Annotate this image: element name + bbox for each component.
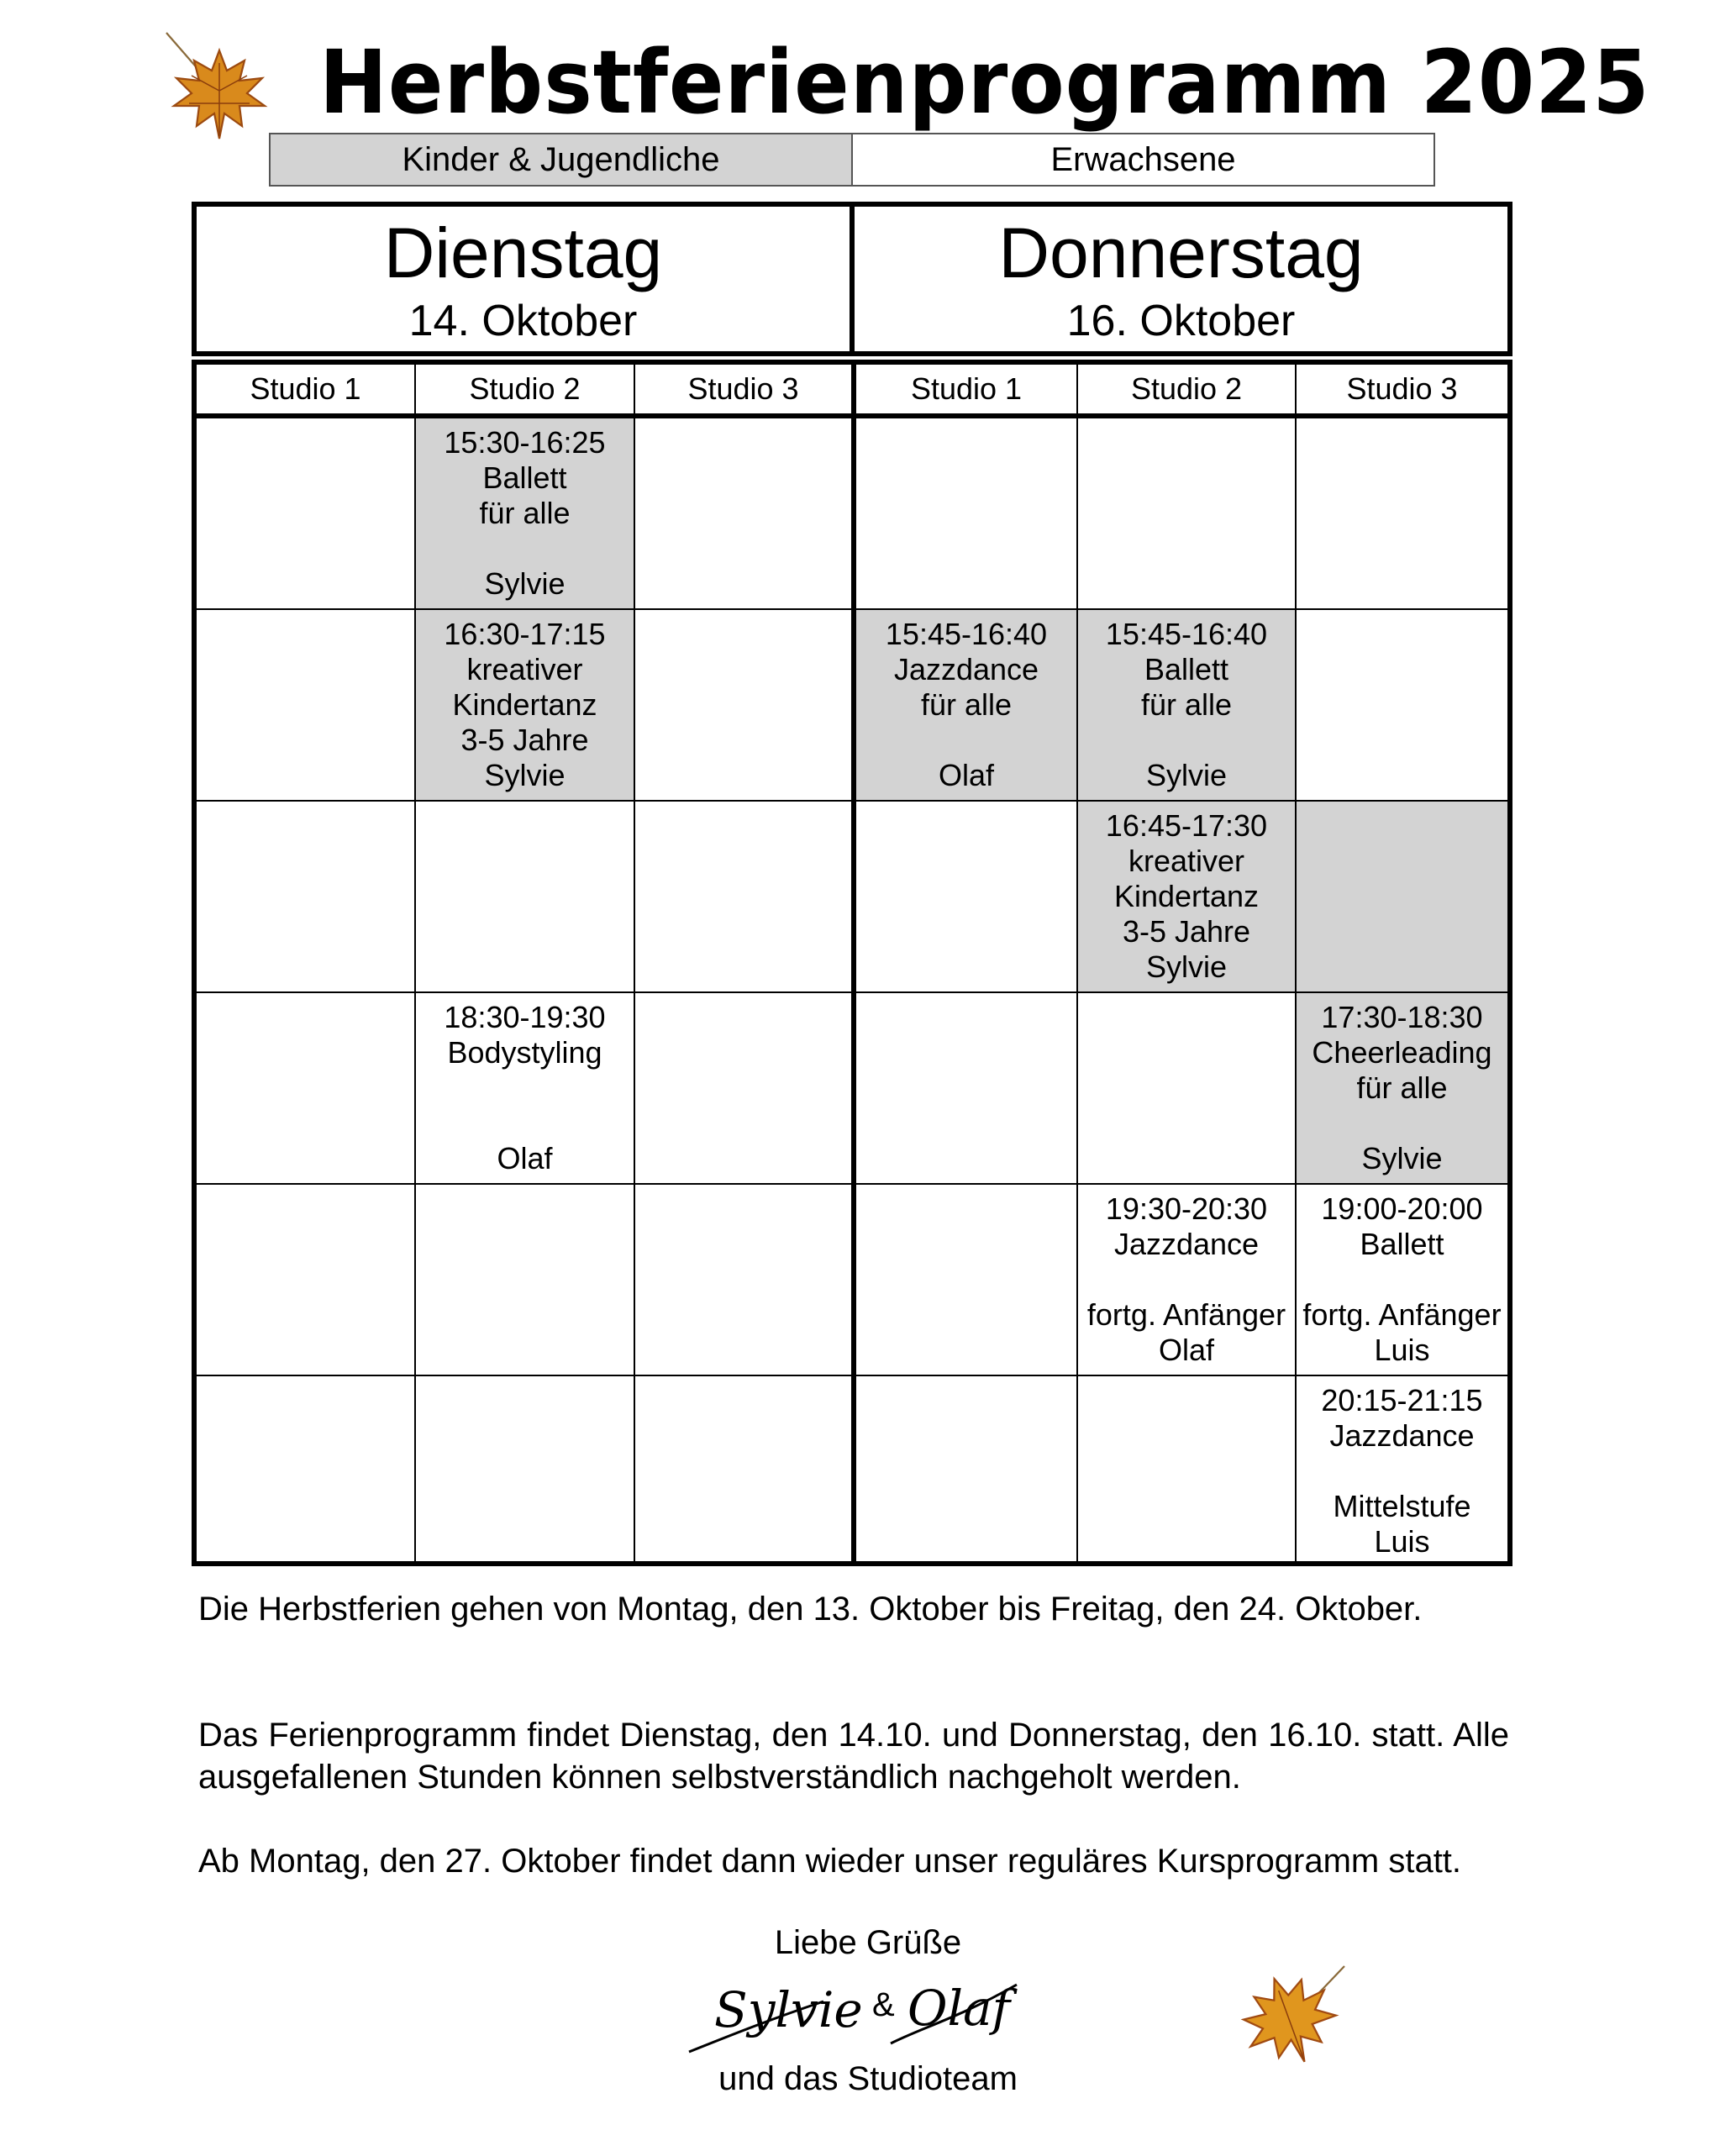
class-level: fortg. Anfänger xyxy=(1302,1297,1502,1332)
class-cell xyxy=(416,993,634,1185)
info-text: Die Herbstferien gehen von Montag, den 13. Oktober bis Freitag, den 24. Oktober. xyxy=(198,1591,1423,1628)
studio-label: Studio 1 xyxy=(910,371,1023,406)
class-cell xyxy=(1078,802,1295,993)
class-level: fortg. Anfänger xyxy=(1086,1297,1286,1332)
class-title: Jazzdance xyxy=(1113,1227,1260,1261)
class-cell xyxy=(416,610,634,802)
day-header xyxy=(192,202,1512,356)
class-time: 20:15-21:15 xyxy=(1321,1383,1483,1417)
day-name: Donnerstag xyxy=(998,213,1364,292)
class-time: 15:45-16:40 xyxy=(1105,617,1268,651)
studio-label: Studio 2 xyxy=(469,371,581,406)
class-teacher: Sylvie xyxy=(1145,758,1228,792)
class-teacher: Sylvie xyxy=(1145,949,1228,984)
class-teacher: Sylvie xyxy=(484,566,566,601)
signature xyxy=(681,1968,1034,2060)
class-cell xyxy=(1297,993,1507,1185)
class-subtitle: für alle xyxy=(479,496,571,530)
class-subtitle: Kindertanz xyxy=(452,687,597,722)
day-date: 16. Oktober xyxy=(1066,297,1296,345)
signature-name: Sylvie xyxy=(714,1981,863,2038)
class-title: Ballett xyxy=(1360,1227,1444,1261)
signature-ampersand: & xyxy=(872,1986,895,2023)
class-time: 17:30-18:30 xyxy=(1321,1000,1483,1034)
info-paragraph xyxy=(198,1588,1509,1630)
studio-label: Studio 2 xyxy=(1130,371,1243,406)
day-divider xyxy=(851,365,856,1561)
class-teacher: Olaf xyxy=(938,758,995,792)
info-paragraph xyxy=(198,1840,1509,1882)
info-paragraph xyxy=(198,1714,1509,1798)
studio-label: Studio 3 xyxy=(1346,371,1458,406)
day-date: 14. Oktober xyxy=(408,297,638,345)
class-time: 16:45-17:30 xyxy=(1105,808,1268,843)
signature-name: Olaf xyxy=(907,1980,1011,2037)
studio-label: Studio 1 xyxy=(250,371,361,406)
class-time: 16:30-17:15 xyxy=(444,617,606,651)
class-teacher: Sylvie xyxy=(484,758,566,792)
maple-leaf-icon xyxy=(156,25,282,151)
class-title: kreativer xyxy=(1128,844,1245,878)
info-text: Ab Montag, den 27. Oktober findet dann wieder unser reguläres Kursprogramm statt. xyxy=(198,1843,1462,1880)
class-title: Ballett xyxy=(1144,652,1229,686)
class-subtitle: Kindertanz xyxy=(1113,879,1260,913)
studio-label: Studio 3 xyxy=(687,371,799,406)
class-time: 19:00-20:00 xyxy=(1321,1191,1483,1226)
class-cell xyxy=(1297,802,1507,993)
column-divider xyxy=(414,365,416,1561)
schedule-table xyxy=(192,360,1512,1566)
class-level: 3-5 Jahre xyxy=(1122,914,1251,949)
column-divider xyxy=(1076,365,1078,1561)
class-time: 15:30-16:25 xyxy=(444,425,606,460)
class-cell xyxy=(1297,1185,1507,1376)
greeting: Liebe Grüße xyxy=(774,1924,962,1961)
day-thursday xyxy=(850,207,1507,351)
class-time: 15:45-16:40 xyxy=(885,617,1048,651)
class-cell xyxy=(1078,610,1295,802)
class-title: Ballett xyxy=(482,460,567,495)
legend-kids: Kinder & Jugendliche xyxy=(271,134,853,185)
class-title: Jazzdance xyxy=(893,652,1039,686)
class-teacher: Luis xyxy=(1374,1333,1430,1367)
column-divider xyxy=(1295,365,1297,1561)
class-teacher: Sylvie xyxy=(1361,1141,1443,1175)
color-legend xyxy=(269,133,1435,187)
class-cell xyxy=(1078,1185,1295,1376)
page-title: Herbstferienprogramm 2025 xyxy=(319,31,1650,134)
class-teacher: Olaf xyxy=(497,1141,553,1175)
class-title: kreativer xyxy=(466,652,583,686)
class-subtitle: für alle xyxy=(920,687,1013,722)
class-teacher: Luis xyxy=(1374,1524,1430,1559)
class-subtitle: für alle xyxy=(1356,1070,1448,1105)
class-level: Mittelstufe xyxy=(1333,1489,1471,1523)
day-name: Dienstag xyxy=(383,213,663,292)
class-time: 19:30-20:30 xyxy=(1105,1191,1268,1226)
class-title: Bodystyling xyxy=(447,1035,602,1070)
class-title: Jazzdance xyxy=(1329,1418,1475,1453)
class-teacher: Olaf xyxy=(1158,1333,1215,1367)
info-text: Das Ferienprogramm findet Dienstag, den 14.10. und Donnerstag, den 16.10. statt. Alle ausgefallenen Stunden können selbstverständlich nachgeholt werden. xyxy=(198,1717,1509,1796)
class-time: 18:30-19:30 xyxy=(444,1000,606,1034)
class-cell xyxy=(856,610,1076,802)
legend-adults: Erwachsene xyxy=(853,134,1434,185)
column-divider xyxy=(634,365,635,1561)
class-subtitle: für alle xyxy=(1140,687,1233,722)
class-cell xyxy=(416,418,634,610)
day-tuesday xyxy=(197,207,850,351)
class-level: 3-5 Jahre xyxy=(460,723,589,757)
class-title: Cheerleading xyxy=(1312,1035,1492,1070)
team-line: und das Studioteam xyxy=(718,2060,1018,2097)
class-cell xyxy=(1297,1376,1507,1561)
